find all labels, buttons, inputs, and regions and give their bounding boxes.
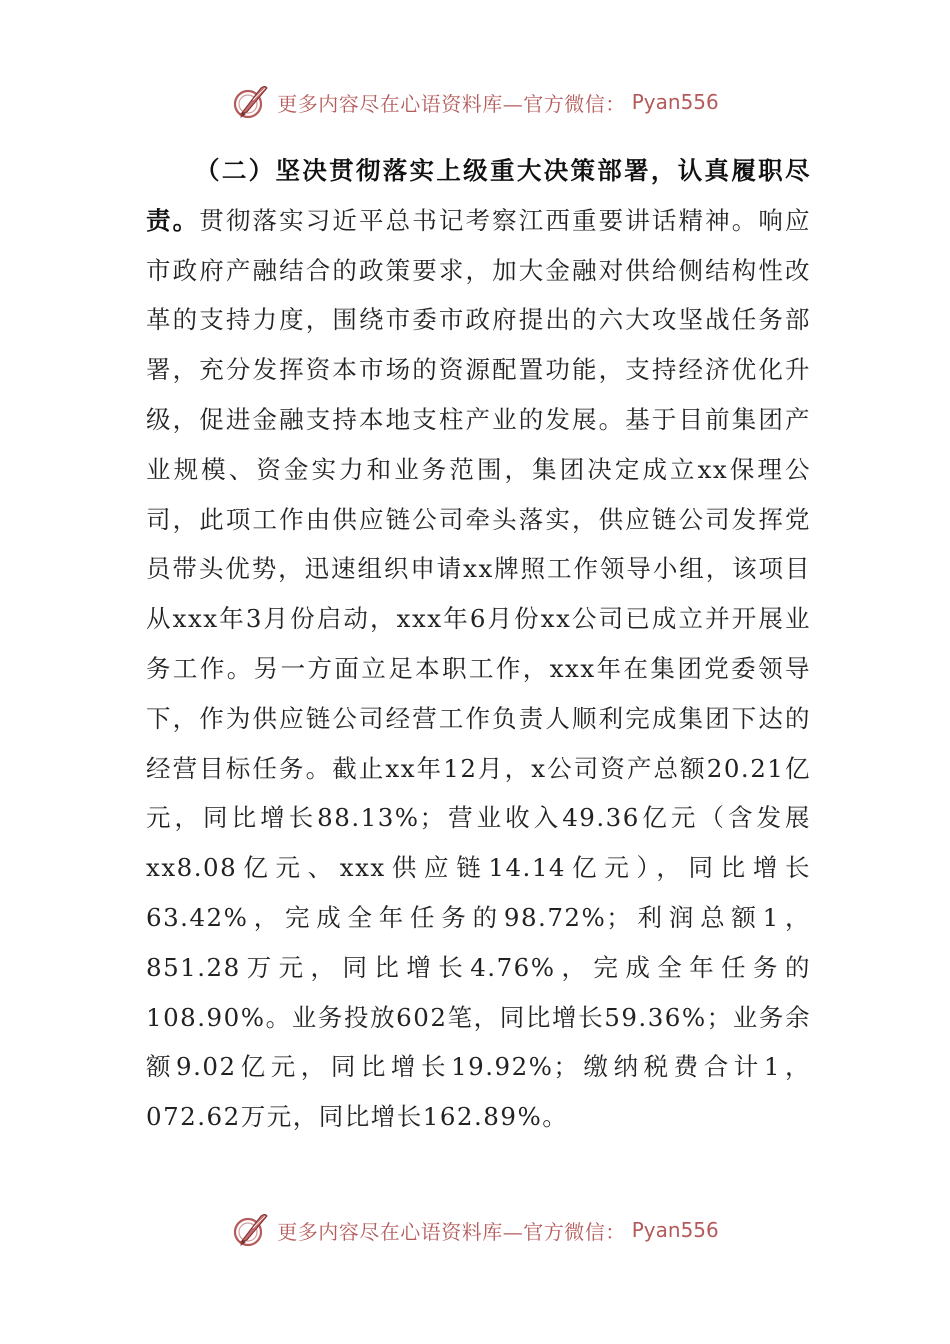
watermark-text: 更多内容尽在心语资料库—官方微信： xyxy=(277,91,626,116)
quill-pen-logo-icon xyxy=(231,1210,271,1250)
section-paragraph: 贯彻落实习近平总书记考察江西重要讲话精神。响应市政府产融结合的政策要求，加大金融对供给侧结构性改革的支持力度，围绕市委市政府提出的六大攻坚战任务部署，充分发挥资本市场的资源配置功能，支持经济优化升级，促进金融支持本地支柱产业的发展。基于目前集团产业规模、资金实力和业务范围，集团决定成立xx保理公司，此项工作由供应链公司牵头落实，供应链公司发挥党员带头优势，迅速组织申请xx牌照工作领导小组，该项目从xxx年3月份启动，xxx年6月份xx公司已成立并开展业务工作。另一方面立足本职工作，xxx年在集团党委领导下，作为供应链公司经营工作负责人顺利完成集团下达的经营目标任务。截止xx年12月，x公司资产总额20.21亿元，同比增长88.13%；营业收入49.36亿元（含发展xx8.08亿元、xxx供应链14.14亿元），同比增长63.42%，完成全年任务的98.72%；利润总额1，851.28万元，同比增长4.76%，完成全年任务的108.90%。业务投放602笔，同比增长59.36%；业务余额9.02亿元，同比增长19.92%；缴纳税费合计1，072.62万元，同比增长162.89%。 xyxy=(146,205,811,1132)
watermark-wechat-id: Pyan556 xyxy=(631,90,719,114)
document-body xyxy=(146,146,811,1142)
quill-pen-logo-icon xyxy=(231,82,271,122)
footer-watermark xyxy=(0,1208,950,1252)
section-heading: （二）坚决贯彻落实上级重大决策部署，认真履职尽责。 xyxy=(146,156,811,235)
watermark-text: 更多内容尽在心语资料库—官方微信： xyxy=(277,1219,626,1244)
header-watermark xyxy=(0,80,950,124)
watermark-wechat-id: Pyan556 xyxy=(631,1218,719,1242)
